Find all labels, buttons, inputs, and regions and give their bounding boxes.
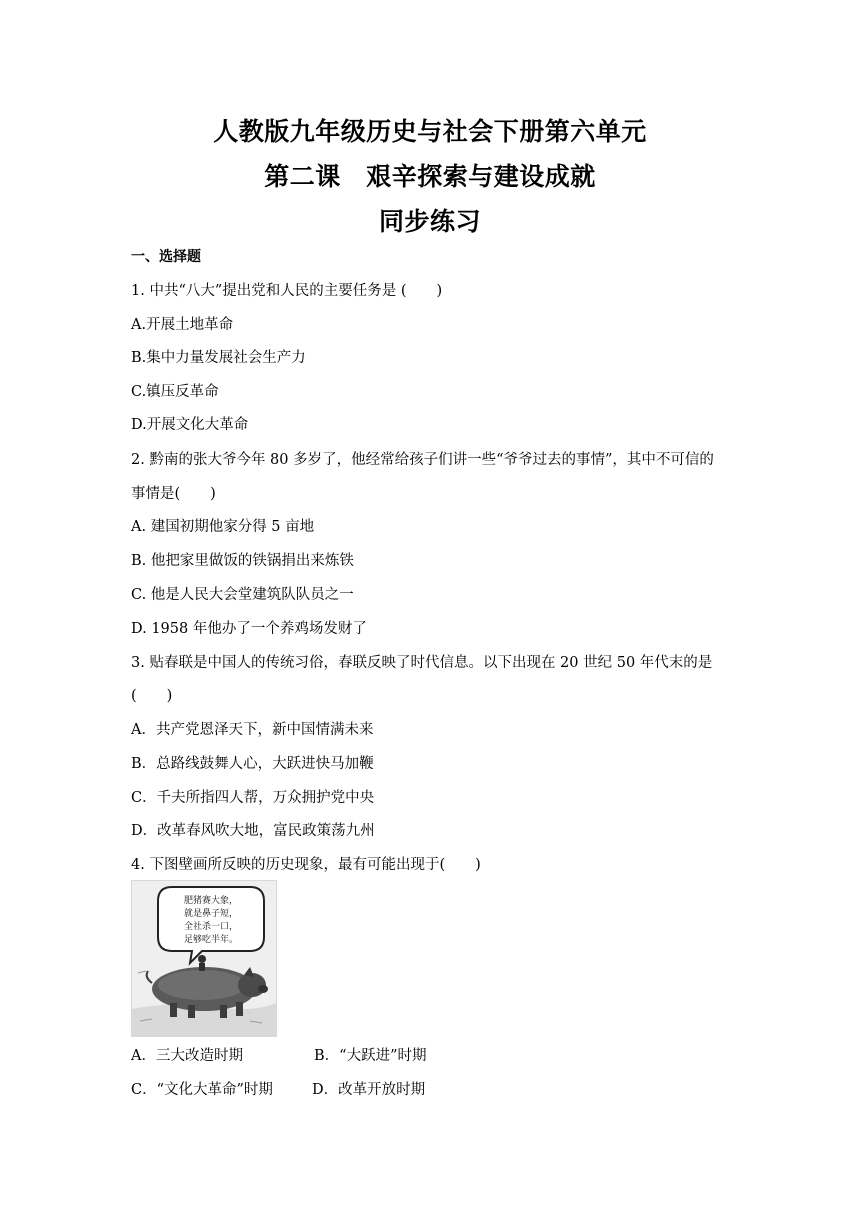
- question-2-option-d: D. 1958 年他办了一个养鸡场发财了: [131, 621, 367, 637]
- question-1-close-paren: ): [436, 283, 443, 299]
- question-2-text: 事情是(: [131, 486, 181, 502]
- question-2-stem-line1: 2. 黔南的张大爷今年 80 多岁了，他经常给孩子们讲一些“爷爷过去的事情”，其中不可信的: [131, 452, 714, 468]
- page-title-line2: 第二课 艰辛探索与建设成就: [264, 162, 596, 191]
- question-2-stem-line2: [131, 484, 216, 504]
- question-4-option-d: D．改革开放时期: [312, 1082, 426, 1098]
- page-title-line1: 人教版九年级历史与社会下册第六单元: [213, 117, 647, 146]
- mural-caption-line3: 全社杀一口，: [183, 922, 239, 932]
- question-4-stem: [131, 855, 481, 875]
- section-heading: 一、选择题: [131, 249, 201, 265]
- page-title-line3: 同步练习: [378, 207, 481, 236]
- question-3-option-c: C．千夫所指四人帮，万众拥护党中央: [131, 790, 375, 806]
- mural-image: [131, 880, 277, 1037]
- mural-caption-line2: 就是鼻子短，: [183, 909, 239, 919]
- question-1-option-b: B.集中力量发展社会生产力: [131, 350, 306, 366]
- mural-caption-line4: 足够吃半年。: [183, 935, 239, 945]
- question-1-text: 1. 中共“八大”提出党和人民的主要任务是 (: [131, 283, 407, 299]
- question-1-option-a: A.开展土地革命: [131, 317, 234, 333]
- question-3-option-d: D．改革春风吹大地，富民政策荡九州: [131, 823, 375, 839]
- question-3-stem-line2: [131, 686, 172, 706]
- question-3-option-a: A．共产党恩泽天下，新中国情满未来: [131, 722, 374, 738]
- question-2-option-b: B. 他把家里做饭的铁锅捐出来炼铁: [131, 553, 354, 569]
- question-2-option-a: A. 建国初期他家分得 5 亩地: [131, 519, 315, 535]
- question-4-close-paren: ): [475, 857, 481, 873]
- question-1-stem: [131, 281, 442, 301]
- question-3-stem-line1: 3. 贴春联是中国人的传统习俗，春联反映了时代信息。以下出现在 20 世纪 50 年代末的是: [131, 655, 713, 671]
- question-4-text: 4. 下图壁画所反映的历史现象，最有可能出现于(: [131, 857, 446, 873]
- question-4-option-a: A．三大改造时期: [131, 1048, 243, 1064]
- question-2-option-c: C. 他是人民大会堂建筑队队员之一: [131, 587, 354, 603]
- mural-caption-line1: 肥猪赛大象，: [183, 896, 239, 906]
- question-2-close-paren: ): [210, 486, 216, 502]
- question-1-option-d: D.开展文化大革命: [131, 417, 249, 433]
- question-4-option-b: B．“大跃进”时期: [314, 1048, 427, 1064]
- mural-drawing: [132, 881, 276, 1036]
- question-1-option-c: C.镇压反革命: [131, 384, 219, 400]
- question-3-close-paren: ): [166, 688, 173, 704]
- question-3-open-paren: (: [131, 688, 137, 704]
- question-3-option-b: B．总路线鼓舞人心，大跃进快马加鞭: [131, 756, 374, 772]
- question-4-option-c: C．“文化大革命”时期: [131, 1082, 273, 1098]
